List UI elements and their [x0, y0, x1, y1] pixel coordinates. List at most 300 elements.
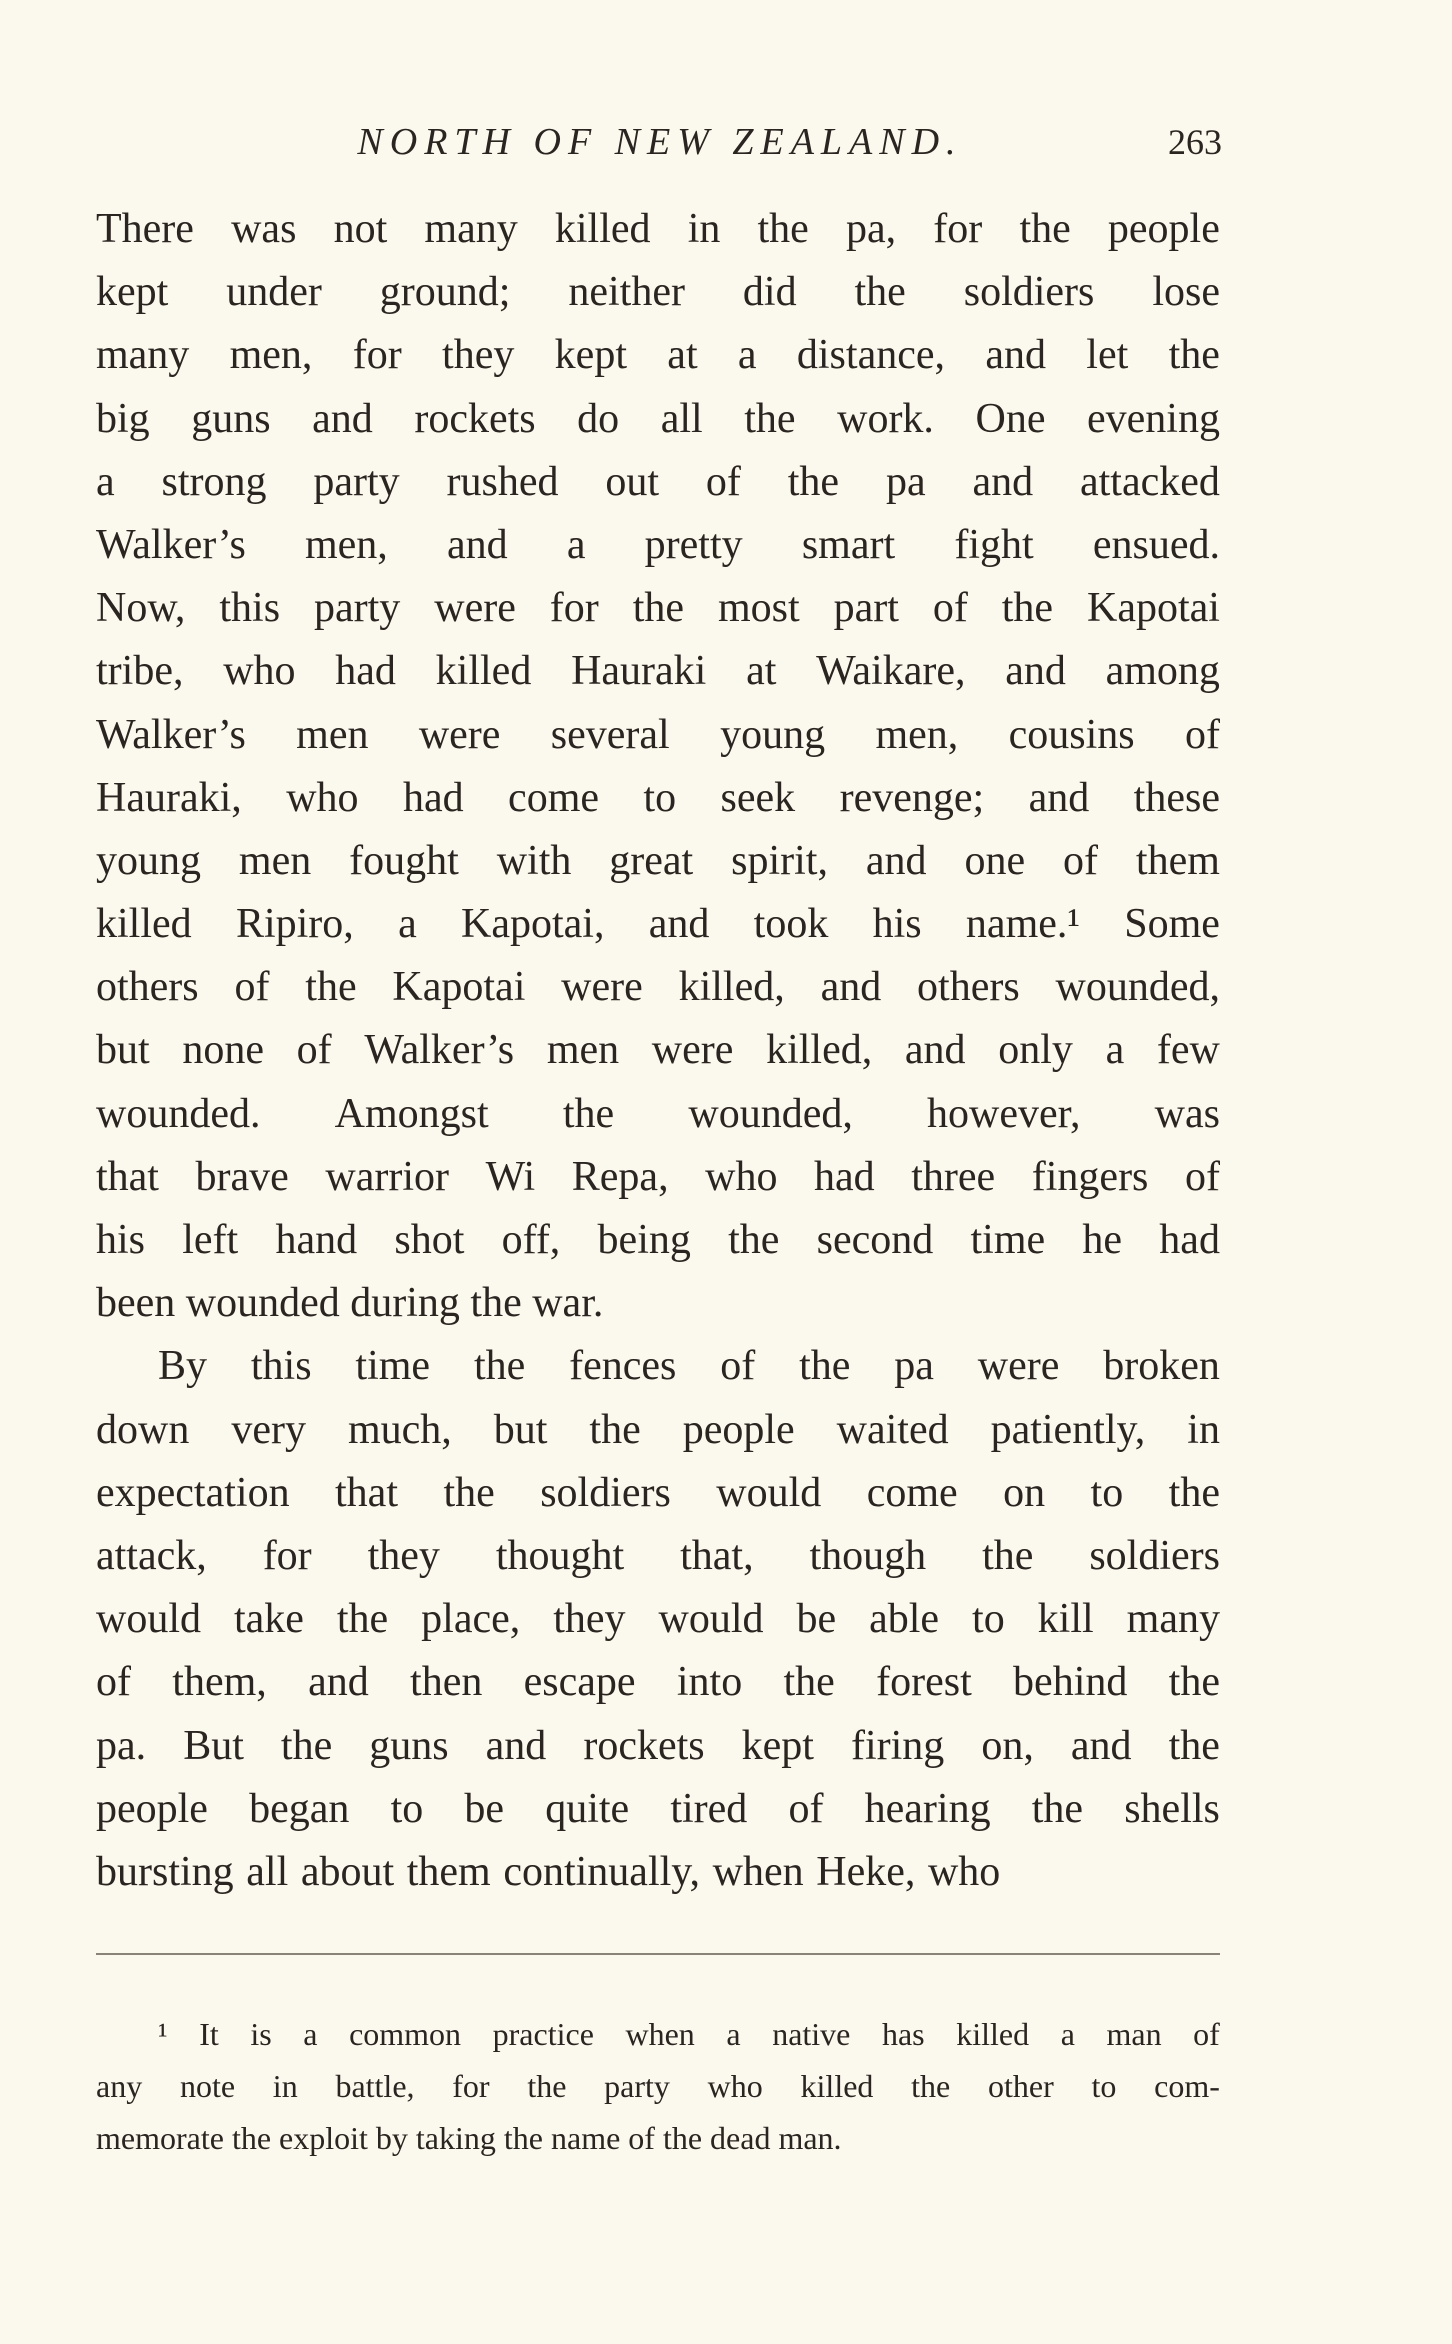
text-line — [96, 261, 1220, 324]
word: killed — [956, 2016, 1030, 2052]
footnote-marker: ¹ — [158, 2016, 168, 2052]
text-line — [96, 640, 1220, 703]
word: all — [246, 1848, 289, 1895]
word: of — [788, 1785, 824, 1832]
word: killed, — [766, 1027, 873, 1074]
word: practice — [492, 2016, 594, 2052]
word: patiently, — [990, 1406, 1146, 1453]
word: fought — [349, 837, 459, 884]
text-line — [96, 1399, 1220, 1462]
word: most — [717, 585, 800, 632]
word: left — [182, 1217, 239, 1263]
word: others — [917, 964, 1020, 1011]
word: the — [911, 2068, 951, 2104]
running-title: NORTH OF NEW ZEALAND. — [357, 121, 963, 163]
word: wounded. — [96, 1090, 261, 1137]
word: any — [96, 2068, 143, 2104]
word: guns — [191, 395, 271, 442]
word: the — [473, 1343, 526, 1390]
word: being — [597, 1217, 691, 1263]
word: the — [280, 1722, 333, 1769]
word: who — [223, 648, 296, 695]
text-line — [96, 1525, 1220, 1588]
word: his — [872, 901, 922, 948]
word: evening — [1087, 395, 1220, 442]
word: were — [561, 964, 643, 1011]
word: killed — [435, 648, 532, 695]
word: come — [508, 774, 599, 821]
word: these — [1133, 774, 1220, 821]
body-text — [96, 198, 1220, 1904]
word: off, — [501, 1217, 561, 1263]
text-line — [96, 577, 1220, 640]
word: for — [549, 585, 599, 632]
word: pa, — [845, 206, 897, 252]
word: in — [1187, 1406, 1220, 1453]
word: common — [349, 2016, 462, 2052]
word: people — [1107, 206, 1220, 252]
word: the — [1168, 1722, 1220, 1769]
word: continually, — [503, 1848, 701, 1895]
word: distance, — [796, 332, 945, 379]
word: people — [96, 1785, 208, 1832]
text-line — [96, 767, 1220, 830]
word: a — [303, 2016, 318, 2052]
word: pa — [885, 458, 926, 505]
word: had — [1159, 1217, 1220, 1263]
word: smart — [801, 521, 896, 568]
word: brave — [195, 1153, 289, 1200]
word: of — [932, 585, 968, 632]
word: but — [493, 1406, 548, 1453]
word: time — [355, 1343, 431, 1390]
word: able — [869, 1596, 940, 1643]
word: cousins — [1008, 711, 1135, 758]
word: and — [1005, 648, 1066, 695]
footnotes — [96, 2008, 1220, 2164]
word: the — [305, 964, 357, 1011]
word: attack, — [96, 1532, 207, 1579]
word: was — [231, 206, 297, 252]
word: lose — [1152, 269, 1220, 316]
word: let — [1086, 332, 1129, 379]
word: rockets — [414, 395, 536, 442]
word: many — [424, 206, 518, 252]
word: a — [726, 2016, 741, 2052]
word: One — [975, 395, 1046, 442]
word: the — [854, 269, 906, 316]
footnote-line — [96, 2060, 1220, 2112]
word: party — [314, 585, 401, 632]
word: to — [390, 1785, 424, 1832]
word: be — [796, 1596, 837, 1643]
word: Ripiro, — [235, 901, 354, 948]
word: of — [705, 458, 741, 505]
word: then — [410, 1659, 483, 1706]
word: though — [809, 1532, 927, 1579]
word: native — [772, 2016, 851, 2052]
word: Hauraki, — [96, 774, 242, 821]
word: the — [728, 1217, 780, 1263]
word: time — [970, 1217, 1046, 1263]
word: killed — [800, 2068, 874, 2104]
word: By — [158, 1343, 208, 1390]
text-line — [96, 1209, 1220, 1272]
word: and — [446, 521, 508, 568]
footnote-divider — [96, 1953, 1220, 1955]
word: took — [753, 901, 829, 948]
text-line — [96, 451, 1220, 514]
word: rockets — [583, 1722, 705, 1769]
word: fences — [569, 1343, 677, 1390]
word: had — [814, 1153, 875, 1200]
word: who — [927, 1848, 1001, 1895]
word: bursting — [96, 1848, 234, 1895]
word: the — [632, 585, 685, 632]
word: soldiers — [963, 269, 1095, 316]
word: come — [866, 1469, 958, 1516]
word: his — [96, 1217, 146, 1263]
word: about — [300, 1848, 395, 1895]
word: were — [977, 1343, 1060, 1390]
word: guns — [369, 1722, 449, 1769]
word: Kapotai — [1087, 585, 1220, 632]
word: wounded, — [688, 1090, 853, 1137]
word: note — [179, 2068, 236, 2104]
word: others — [96, 964, 199, 1011]
word: down — [96, 1406, 190, 1453]
word: big — [96, 395, 150, 442]
word: pa. — [96, 1722, 147, 1769]
word: waited — [836, 1406, 949, 1453]
word: men, — [875, 711, 959, 758]
text-line — [96, 893, 1220, 956]
text-line — [96, 388, 1220, 451]
word: second — [816, 1217, 934, 1263]
text-line — [96, 198, 1220, 261]
word: attacked — [1079, 458, 1220, 505]
word: was — [1154, 1090, 1220, 1137]
word: would — [716, 1469, 822, 1516]
word: man — [1106, 2016, 1162, 2052]
word: tired — [670, 1785, 748, 1832]
word: the — [1001, 585, 1054, 632]
word: of — [96, 1659, 131, 1706]
word: thought — [495, 1532, 625, 1579]
word: kill — [1037, 1596, 1094, 1643]
word: people — [682, 1406, 795, 1453]
word: for — [452, 2068, 490, 2104]
word: has — [881, 2016, 925, 2052]
word: in — [272, 2068, 298, 2104]
word: had — [335, 648, 396, 695]
word: and — [904, 1027, 966, 1074]
word: young — [96, 837, 201, 884]
word: that — [335, 1469, 398, 1516]
word: on, — [981, 1722, 1034, 1769]
word: one — [964, 837, 1026, 884]
word: hearing — [864, 1785, 991, 1832]
word: rushed — [446, 458, 559, 505]
word: revenge; — [839, 774, 985, 821]
word: ground; — [379, 269, 511, 316]
word: tribe, — [96, 648, 184, 695]
word: to — [972, 1596, 1005, 1643]
text-line — [96, 1335, 1220, 1398]
word: on — [1003, 1469, 1046, 1516]
word: the — [1168, 1469, 1220, 1516]
word: a — [398, 901, 417, 948]
word: battle, — [335, 2068, 415, 2104]
word: at — [667, 332, 698, 379]
word: place, — [421, 1596, 521, 1643]
word: would — [658, 1596, 764, 1643]
word: among — [1105, 648, 1220, 695]
word: Walker’s — [364, 1027, 515, 1074]
word: shot — [394, 1217, 465, 1263]
word: a — [566, 521, 586, 568]
word: be — [464, 1785, 505, 1832]
word: shells — [1124, 1785, 1220, 1832]
word: do — [577, 395, 620, 442]
word: take — [233, 1596, 304, 1643]
word: Repa, — [571, 1153, 669, 1200]
footnote-line — [96, 2008, 1220, 2060]
word: were — [651, 1027, 734, 1074]
word: of — [1193, 2016, 1220, 2052]
word: all — [660, 395, 703, 442]
text-line — [96, 1019, 1220, 1082]
word: firing — [851, 1722, 945, 1769]
word: kept — [554, 332, 627, 379]
word: of — [1184, 711, 1220, 758]
word: But — [183, 1722, 244, 1769]
word: of — [1184, 1153, 1220, 1200]
word: kept — [96, 269, 169, 316]
word: of — [234, 964, 270, 1011]
word: for — [352, 332, 402, 379]
word: of — [720, 1343, 756, 1390]
word: spirit, — [731, 837, 828, 884]
word: com- — [1154, 2068, 1220, 2104]
text-line — [96, 1272, 1220, 1335]
word: men, — [229, 332, 313, 379]
word: a — [737, 332, 757, 379]
word: men, — [304, 521, 388, 568]
word: ensued. — [1092, 521, 1220, 568]
word: were — [434, 585, 516, 632]
word: soldiers — [540, 1469, 671, 1516]
word: a — [96, 458, 115, 505]
word: the — [799, 1343, 851, 1390]
word: and — [1028, 774, 1090, 821]
word: had — [402, 774, 464, 821]
word: soldiers — [1089, 1532, 1220, 1579]
word: much, — [347, 1406, 452, 1453]
word: for — [933, 206, 983, 252]
word: memorate the exploit by taking the name of the dead man. — [96, 2120, 842, 2156]
word: kept — [741, 1722, 814, 1769]
text-line — [96, 1715, 1220, 1778]
word: a — [1105, 1027, 1125, 1074]
word: party — [604, 2068, 670, 2104]
text-line — [96, 1651, 1220, 1714]
word: with — [496, 837, 572, 884]
word: many — [96, 332, 190, 379]
word: did — [742, 269, 797, 316]
word: and — [972, 458, 1034, 505]
word: work. — [837, 395, 934, 442]
word: but — [96, 1027, 150, 1074]
word: forest — [876, 1659, 972, 1706]
word: men — [546, 1027, 620, 1074]
word: other — [988, 2068, 1054, 2104]
word: is — [250, 2016, 272, 2052]
word: that, — [680, 1532, 754, 1579]
word: Walker’s — [96, 521, 246, 568]
word: were — [418, 711, 501, 758]
word: hand — [275, 1217, 358, 1263]
word: under — [226, 269, 322, 316]
word: the — [443, 1469, 495, 1516]
word: to — [643, 774, 677, 821]
word: killed — [96, 901, 192, 948]
word: them — [406, 1848, 491, 1895]
word: Kapotai — [392, 964, 526, 1011]
word: Wi — [485, 1153, 536, 1200]
page-number: 263 — [1168, 122, 1222, 162]
footnote-line — [96, 2112, 1220, 2164]
word: only — [998, 1027, 1073, 1074]
word: wounded, — [1055, 964, 1220, 1011]
word: the — [1168, 332, 1220, 379]
word: escape — [523, 1659, 636, 1706]
word: the — [336, 1596, 389, 1643]
text-line — [96, 830, 1220, 893]
word: the — [982, 1532, 1034, 1579]
word: them, — [172, 1659, 267, 1706]
word: that — [96, 1153, 159, 1200]
word: men — [238, 837, 312, 884]
word: part — [833, 585, 899, 632]
word: killed — [554, 206, 651, 252]
word: several — [550, 711, 670, 758]
word: and — [485, 1722, 547, 1769]
word: into — [676, 1659, 743, 1706]
word: killed, — [678, 964, 785, 1011]
word: very — [231, 1406, 306, 1453]
word: three — [911, 1153, 996, 1200]
word: and — [1070, 1722, 1132, 1769]
word: strong — [161, 458, 267, 505]
word: It — [199, 2016, 219, 2052]
word: the — [783, 1659, 835, 1706]
running-head — [0, 118, 1452, 166]
word: been wounded during the war. — [96, 1280, 604, 1327]
word: seek — [720, 774, 796, 821]
text-line — [96, 1841, 1220, 1904]
word: began — [249, 1785, 350, 1832]
word: for — [262, 1532, 312, 1579]
word: not — [333, 206, 388, 252]
word: neither — [568, 269, 685, 316]
word: fingers — [1031, 1153, 1149, 1200]
word: There — [96, 206, 194, 252]
word: and — [312, 395, 373, 442]
word: men — [296, 711, 369, 758]
word: the — [1019, 206, 1071, 252]
word: of — [1063, 837, 1098, 884]
word: expectation — [96, 1469, 290, 1516]
word: the — [787, 458, 840, 505]
word: and — [820, 964, 882, 1011]
word: and — [648, 901, 710, 948]
word: however, — [927, 1090, 1081, 1137]
word: when — [625, 2016, 695, 2052]
word: Heke, — [816, 1848, 916, 1895]
word: of — [296, 1027, 332, 1074]
word: great — [609, 837, 694, 884]
word: this — [250, 1343, 312, 1390]
word: the — [589, 1406, 641, 1453]
word: party — [313, 458, 400, 505]
word: Amongst — [334, 1090, 489, 1137]
word: Kapotai, — [461, 901, 605, 948]
text-line — [96, 1462, 1220, 1525]
text-line — [96, 704, 1220, 767]
word: pa — [894, 1343, 934, 1390]
word: behind — [1013, 1659, 1128, 1706]
word: and — [985, 332, 1046, 379]
word: the — [562, 1090, 615, 1137]
word: pretty — [644, 521, 743, 568]
word: the — [744, 395, 796, 442]
word: the — [757, 206, 809, 252]
text-line — [96, 1588, 1220, 1651]
word: to — [1091, 2068, 1117, 2104]
text-line — [96, 324, 1220, 387]
word: and — [865, 837, 927, 884]
word: who — [707, 2068, 763, 2104]
word: Some — [1124, 901, 1220, 948]
word: out — [605, 458, 660, 505]
word: they — [442, 332, 515, 379]
word: few — [1156, 1027, 1220, 1074]
word: they — [367, 1532, 440, 1579]
word: the — [1168, 1659, 1220, 1706]
text-line — [96, 956, 1220, 1019]
text-line — [96, 1083, 1220, 1146]
word: fight — [954, 521, 1034, 568]
word: them — [1135, 837, 1220, 884]
word: when — [712, 1848, 804, 1895]
word: name.¹ — [965, 901, 1080, 948]
word: who — [286, 774, 359, 821]
text-line — [96, 514, 1220, 577]
word: he — [1082, 1217, 1123, 1263]
word: who — [705, 1153, 778, 1200]
word: broken — [1103, 1343, 1220, 1390]
word: would — [96, 1596, 201, 1643]
word: many — [1126, 1596, 1220, 1643]
word: the — [1031, 1785, 1084, 1832]
word: warrior — [325, 1153, 449, 1200]
word: in — [687, 206, 721, 252]
word: this — [219, 585, 281, 632]
word: Now, — [96, 585, 186, 632]
word: young — [720, 711, 826, 758]
word: at — [746, 648, 777, 695]
